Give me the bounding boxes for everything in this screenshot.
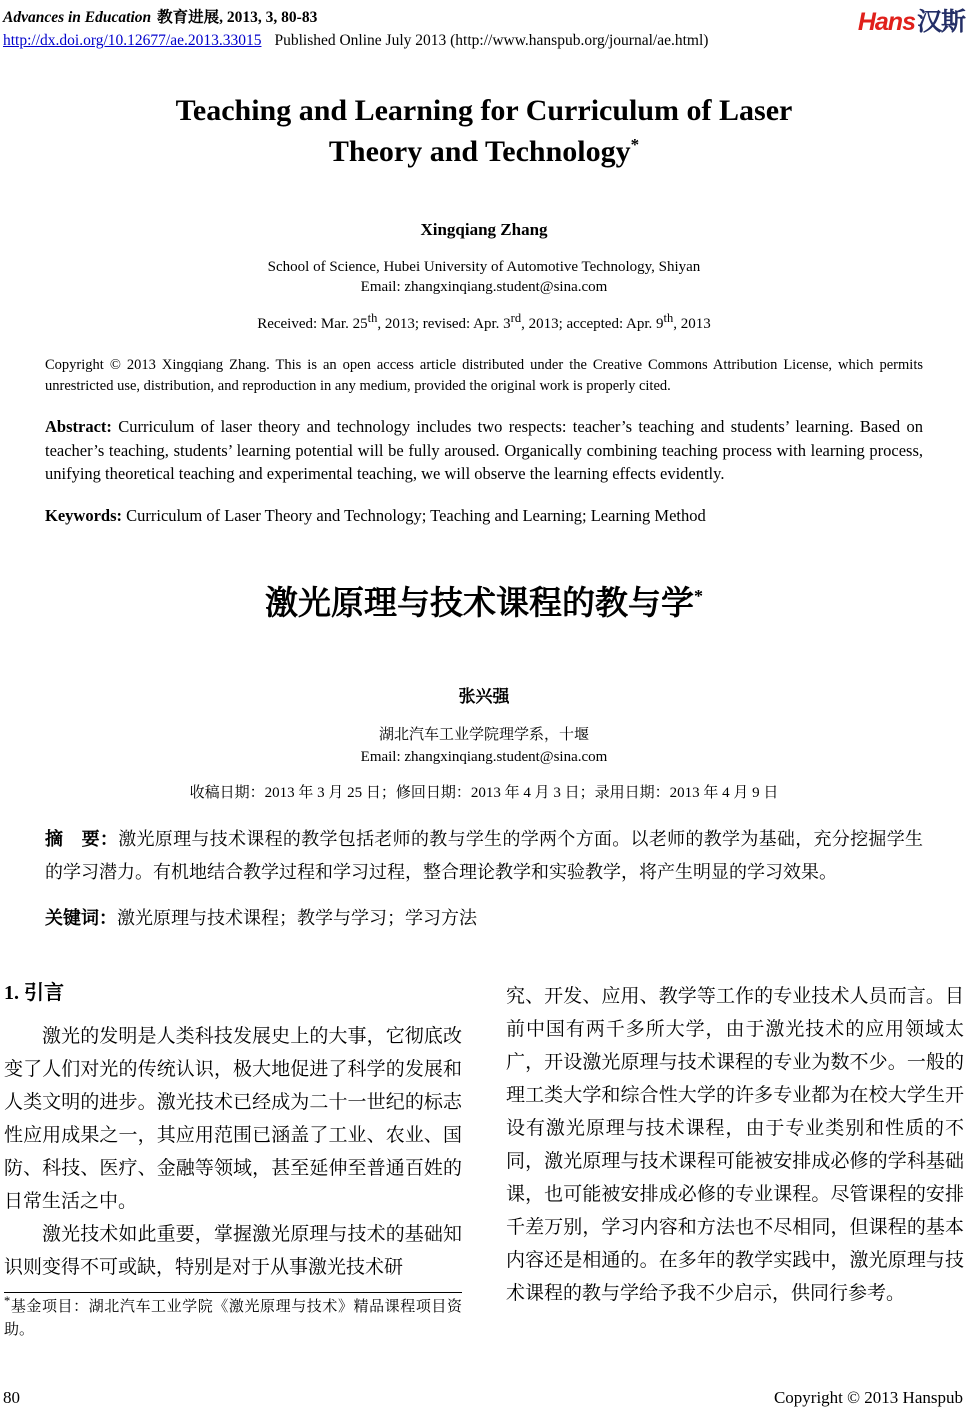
keywords-label: Keywords: <box>45 505 122 525</box>
received-part: , 2013; revised: Apr. 3 <box>377 316 511 332</box>
footnote-marker: * <box>4 1294 11 1308</box>
title-chinese-text: 激光原理与技术课程的教与学 <box>265 586 694 622</box>
received-sup: th <box>663 311 674 325</box>
page-number: 80 <box>3 1388 20 1407</box>
received-part: , 2013 <box>673 316 711 332</box>
abstract-chinese-text: 激光原理与技术课程的教学包括老师的教与学生的学两个方面。以老师的教学为基础，充分挖掘学生的学习潜力。有机地结合教学过程和学习过程，整合理论教学和实验教学，将产生明显的学习效果。 <box>45 829 924 882</box>
hans-logo-wordmark: Hans <box>857 8 915 36</box>
author-email: Email: zhangxinqiang.student@sina.com <box>360 279 608 295</box>
left-column <box>4 980 462 1342</box>
article-title-english <box>0 90 968 172</box>
abstract-text: Curriculum of laser theory and technology includes two respects: teacher’s teaching and students’ learning. Based on teacher’s teaching, students’ learning potential will be fully aroused. Organically combining teaching process with learning process, unifying theoretical teaching and experimental teaching, we will observe the learning effects evidently. <box>45 417 923 483</box>
affiliation-line: School of Science, Hubei University of Automotive Technology, Shiyan <box>267 259 701 275</box>
footnote-text: 基金项目：湖北汽车工业学院《激光原理与技术》精品课程项目资助。 <box>4 1299 462 1338</box>
funding-footnote <box>4 1292 462 1342</box>
journal-title-line <box>3 8 708 27</box>
journal-name-english: Advances in Education <box>3 9 152 26</box>
submission-dates-chinese: 收稿日期：2013 年 3 月 25 日；修回日期：2013 年 4 月 3 日；录用日期：2013 年 4 月 9 日 <box>189 785 779 801</box>
intro-paragraph-2-right: 究、开发、应用、教学等工作的专业技术人员而言。目前中国有两千多所大学，由于激光技术的应用领域太广，开设激光原理与技术课程的专业为数不少。一般的理工类大学和综合性大学的许多专业都为在校大学生开设有激光原理与技术课程，由于专业类别和性质的不同，激光原理与技术课程可能被安排成必修的学科基础课，也可能被安排成必修的专业课程。尽管课程的安排千差万别，学习内容和方法也不尽相同，但课程的基本内容还是相通的。在多年的教学实践中，激光原理与技术课程的教与学给予我不少启示，供同行参考。 <box>506 986 964 1304</box>
author-name-english: Xingqiang Zhang <box>420 220 548 239</box>
journal-name-chinese: 教育进展 <box>157 9 220 26</box>
section-1-heading: 1. 引言 <box>4 982 64 1004</box>
affiliation-chinese-line: 湖北汽车工业学院理学系，十堰 <box>378 727 589 743</box>
affiliation-english <box>0 257 968 297</box>
author-email-chinese: Email: zhangxinqiang.student@sina.com <box>360 749 608 765</box>
journal-header-left <box>3 8 708 50</box>
keywords-chinese-label: 关键词： <box>45 908 117 928</box>
footer-copyright: Copyright © 2013 Hanspub <box>773 1388 963 1407</box>
article-title-chinese <box>0 577 968 624</box>
title-line-2 <box>0 131 968 172</box>
page-footer <box>3 1388 963 1408</box>
keywords-text: Curriculum of Laser Theory and Technology; Teaching and Learning; Learning Method <box>126 505 706 525</box>
body-columns <box>0 980 968 1342</box>
keywords-chinese <box>45 905 923 932</box>
journal-doi-line <box>3 31 708 50</box>
title-line-1: Teaching and Learning for Curriculum of Laser <box>175 94 793 127</box>
keywords-chinese-text: 激光原理与技术课程；教学与学习；学习方法 <box>117 908 477 928</box>
copyright-notice: Copyright © 2013 Xingqiang Zhang. This is an open access article distributed under the Creative Commons Attribution License, which permits unrestricted use, distribution, and reproduction in any medium, provided the original work is properly cited. <box>45 357 923 394</box>
doi-link[interactable]: http://dx.doi.org/10.12677/ae.2013.33015 <box>3 32 262 49</box>
received-dates-line <box>0 311 968 333</box>
keywords-english <box>45 504 923 528</box>
received-part: Received: Mar. 25 <box>257 316 368 332</box>
journal-header <box>0 0 968 50</box>
received-sup: th <box>367 311 378 325</box>
title-line-2-text: Theory and Technology <box>328 135 631 168</box>
intro-paragraph-2-left: 激光技术如此重要，掌握激光原理与技术的基础知识则变得不可或缺，特别是对于从事激光技术研 <box>4 1224 462 1278</box>
published-online-info: Published Online July 2013 (http://www.hanspub.org/journal/ae.html) <box>274 32 709 49</box>
journal-issue-info: , 2013, 3, 80-83 <box>219 9 318 26</box>
author-name-chinese: 张兴强 <box>458 687 510 706</box>
right-column <box>506 980 964 1342</box>
abstract-chinese-label: 摘 要： <box>45 829 119 849</box>
received-part: , 2013; accepted: Apr. 9 <box>521 316 664 332</box>
abstract-chinese <box>45 823 923 889</box>
abstract-label: Abstract: <box>45 417 112 436</box>
received-sup: rd <box>510 311 522 325</box>
title-chinese-asterisk: * <box>694 586 703 606</box>
affiliation-chinese <box>0 724 968 768</box>
abstract-english <box>45 415 923 486</box>
hans-logo-chinese: 汉斯 <box>916 8 965 36</box>
intro-paragraph-1: 激光的发明是人类科技发展史上的大事，它彻底改变了人们对光的传统认识，极大地促进了科学的发展和人类文明的进步。激光技术已经成为二十一世纪的标志性应用成果之一，其应用范围已涵盖了工业、农业、国防、科技、医疗、金融等领域，甚至延伸至普通百姓的日常生活之中。 <box>4 1026 462 1212</box>
hanspub-logo <box>858 8 965 35</box>
title-footnote-asterisk: * <box>630 135 640 154</box>
